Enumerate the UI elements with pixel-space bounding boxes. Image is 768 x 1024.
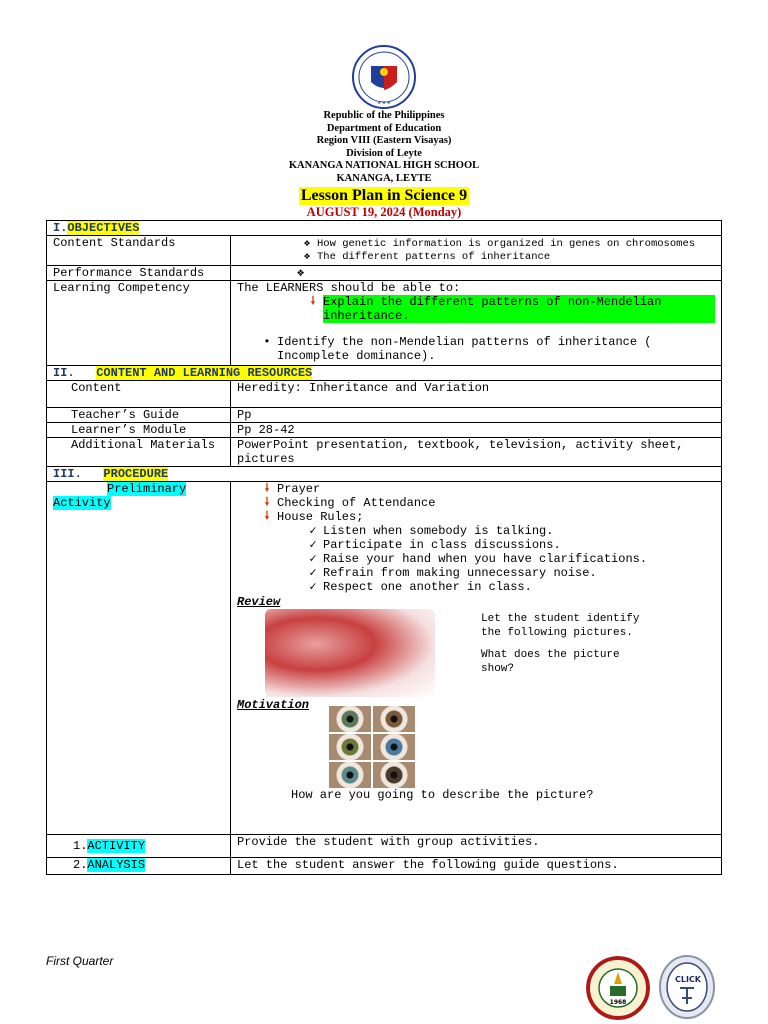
eye-photo — [329, 762, 371, 788]
teachers-guide-value: Pp — [231, 408, 722, 423]
footer-quarter: First Quarter — [46, 954, 114, 968]
activity-number: 1. — [73, 839, 88, 853]
lesson-plan-title: Lesson Plan in Science 9 — [300, 186, 468, 204]
performance-standards-label: Performance Standards — [47, 266, 231, 281]
house-rule-item: ✓ Respect one another in class. — [237, 580, 715, 594]
checkmark-icon: ✓ — [309, 538, 317, 552]
content-standards-row — [47, 236, 722, 266]
resources-heading-row — [47, 366, 722, 381]
analysis-text: Let the student answer the following guide questions. — [231, 858, 722, 875]
additional-materials-row — [47, 438, 722, 467]
down-arrow-bullet-icon: 🠗 — [264, 511, 270, 523]
activity-row — [47, 835, 722, 858]
content-standard-item: ❖ The different patterns of inheritance — [297, 251, 715, 264]
procedure-number: III. — [53, 467, 82, 481]
house-rule-item: ✓ Refrain from making unnecessary noise. — [237, 566, 715, 580]
learners-module-row — [47, 423, 722, 438]
motivation-question: How are you going to describe the picture? — [291, 788, 594, 802]
motivation-label: Motivation — [237, 698, 310, 712]
preliminary-activity-row — [47, 482, 722, 835]
content-label: Content — [47, 381, 231, 408]
diamond-bullet-icon: ❖ — [303, 250, 311, 263]
review-label: Review — [237, 595, 281, 609]
procedure-item-prayer: 🠗 Prayer — [237, 482, 715, 496]
learning-item-identify: • Identify the non-Mendelian patterns of inheritance ( Incomplete dominance). — [237, 335, 715, 363]
objectives-number: I. — [53, 221, 68, 235]
deped-seal-logo — [347, 44, 421, 110]
objectives-heading-row — [47, 221, 722, 236]
click-logo — [658, 954, 716, 1020]
header-line-republic: Republic of the Philippines — [323, 110, 445, 121]
review-question: What does the picture show? — [481, 649, 620, 675]
eye-photo — [329, 706, 371, 732]
teachers-guide-label: Teacher’s Guide — [47, 408, 231, 423]
dot-bullet-icon: • — [263, 335, 271, 349]
preliminary-activity-label: Preliminary Activity — [53, 482, 187, 510]
procedure-heading-row — [47, 467, 722, 482]
svg-text:★ ★ ★: ★ ★ ★ — [377, 100, 391, 105]
learning-competency-label: Learning Competency — [47, 281, 231, 366]
learners-module-label: Learner’s Module — [47, 423, 231, 438]
eye-photo — [373, 762, 415, 788]
house-rule-item: ✓ Raise your hand when you have clarifications. — [237, 552, 715, 566]
learning-item-explain: 🠗 Explain the different patterns of non-Mendelian inheritance. — [237, 295, 715, 323]
checkmark-icon: ✓ — [309, 580, 317, 594]
school-logo — [586, 956, 650, 1020]
additional-materials-value: PowerPoint presentation, textbook, television, activity sheet, pictures — [231, 438, 722, 467]
diamond-bullet-icon: ❖ — [297, 266, 305, 280]
procedure-heading: PROCEDURE — [103, 467, 169, 481]
diamond-bullet-icon: ❖ — [303, 238, 311, 250]
resources-number: II. — [53, 366, 75, 380]
performance-standards-row — [47, 266, 722, 281]
down-arrow-bullet-icon: 🠗 — [264, 483, 270, 495]
learning-competency-row — [47, 281, 722, 366]
house-rule-item: ✓ Listen when somebody is talking. — [237, 524, 715, 538]
content-standards-label: Content Standards — [47, 236, 231, 266]
review-instruction: Let the student identify the following pictures. — [481, 613, 640, 639]
procedure-item-house-rules: 🠗 House Rules; — [237, 510, 715, 524]
activity-text: Provide the student with group activities. — [231, 835, 722, 858]
svg-text:CLICK: CLICK — [674, 975, 702, 984]
header-line-school: KANANGA NATIONAL HIGH SCHOOL — [288, 160, 480, 172]
learners-module-value: Pp 28-42 — [231, 423, 722, 438]
blood-cells-image — [265, 609, 435, 697]
eye-photo — [373, 706, 415, 732]
analysis-row — [47, 858, 722, 875]
content-value: Heredity: Inheritance and Variation — [231, 381, 722, 408]
down-arrow-bullet-icon: 🠗 — [310, 296, 316, 308]
lesson-date: AUGUST 19, 2024 (Monday) — [306, 204, 462, 219]
learning-intro: The LEARNERS should be able to: — [237, 281, 461, 295]
content-standard-item: ❖ How genetic information is organized in genes on chromosomes — [297, 238, 715, 251]
procedure-item-attendance: 🠗 Checking of Attendance — [237, 496, 715, 510]
resources-heading: CONTENT AND LEARNING RESOURCES — [96, 366, 313, 380]
eye-photo — [373, 734, 415, 760]
activity-label: ACTIVITY — [87, 839, 146, 853]
eyes-image — [329, 706, 715, 788]
house-rule-item: ✓ Participate in class discussions. — [237, 538, 715, 552]
header-line-division: Division of Leyte — [346, 147, 422, 159]
svg-text:1968: 1968 — [609, 999, 627, 1006]
analysis-label: ANALYSIS — [87, 858, 146, 872]
header-line-location: KANANGA, LEYTE — [336, 172, 432, 184]
content-row — [47, 381, 722, 408]
header-line-region: Region VIII (Eastern Visayas) — [316, 135, 452, 147]
objectives-heading: OBJECTIVES — [67, 221, 140, 235]
checkmark-icon: ✓ — [309, 552, 317, 566]
checkmark-icon: ✓ — [309, 566, 317, 580]
lesson-plan-table — [46, 220, 722, 875]
down-arrow-bullet-icon: 🠗 — [264, 497, 270, 509]
document-header — [0, 44, 768, 219]
header-line-department: Department of Education — [326, 122, 442, 134]
teachers-guide-row — [47, 408, 722, 423]
additional-materials-label: Additional Materials — [47, 438, 231, 467]
analysis-number: 2. — [73, 858, 88, 872]
checkmark-icon: ✓ — [309, 524, 317, 538]
eye-photo — [329, 734, 371, 760]
